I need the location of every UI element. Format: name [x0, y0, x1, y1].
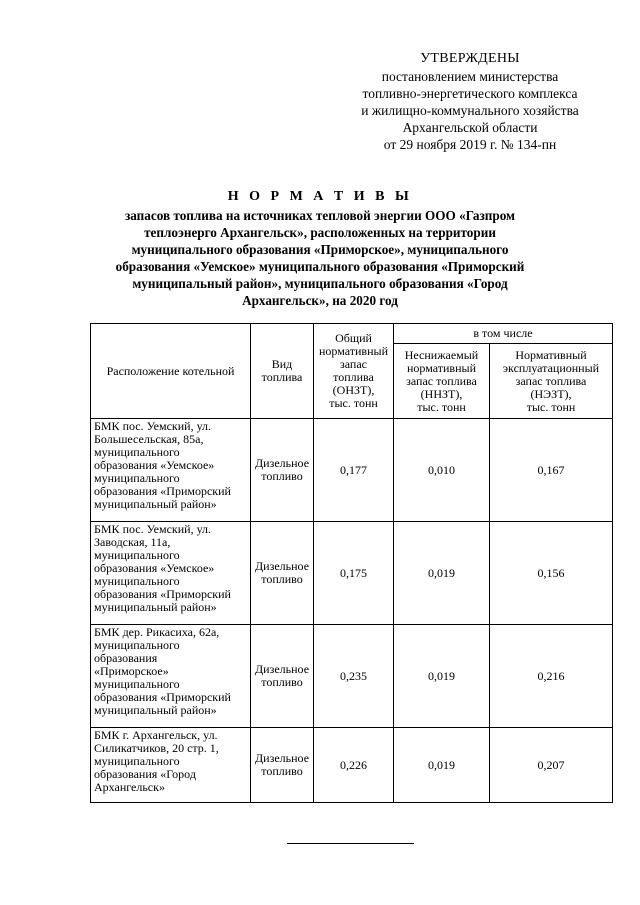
header-including: в том числе [394, 324, 613, 344]
normatives-table-wrapper [90, 323, 612, 803]
approval-line-5: от 29 ноября 2019 г. № 134-пн [383, 137, 557, 152]
table-row [91, 625, 613, 728]
onzt-cell: 0,175 [314, 522, 394, 625]
approval-block [330, 50, 610, 153]
nezt-cell: 0,207 [490, 728, 613, 803]
document-heading [100, 188, 540, 309]
heading-line-5: муниципальный район», муниципального образования «Город [132, 276, 508, 291]
header-location: Расположение котельной [91, 324, 251, 419]
approval-line-1: постановлением министерства [381, 69, 559, 84]
onzt-cell: 0,226 [314, 728, 394, 803]
fuel-type-cell: Дизельное топливо [251, 728, 314, 803]
heading-line-2: теплоэнерго Архангельск», расположенных на территории [144, 225, 496, 240]
nezt-cell: 0,167 [490, 419, 613, 522]
header-nnzt: Неснижаемый нормативный запас топлива (ННЗТ), тыс. тонн [394, 344, 490, 419]
header-nezt: Нормативный эксплуатационный запас топлива (НЭЗТ), тыс. тонн [490, 344, 613, 419]
table-row [91, 728, 613, 803]
table-row [91, 522, 613, 625]
nezt-cell: 0,156 [490, 522, 613, 625]
heading-line-4: образования «Уемское» муниципального образования «Приморский [115, 259, 525, 274]
nezt-cell: 0,216 [490, 625, 613, 728]
fuel-type-cell: Дизельное топливо [251, 522, 314, 625]
nnzt-cell: 0,019 [394, 625, 490, 728]
location-cell: БМК г. Архангельск, ул. Силикатчиков, 20 стр. 1, муниципального образования «Город Архангельск» [91, 728, 251, 803]
table-row [91, 419, 613, 522]
nnzt-cell: 0,019 [394, 522, 490, 625]
header-total-reserve: Общий нормативный запас топлива (ОНЗТ), тыс. тонн [314, 324, 394, 419]
normatives-table [90, 323, 613, 803]
onzt-cell: 0,177 [314, 419, 394, 522]
fuel-type-cell: Дизельное топливо [251, 419, 314, 522]
footer-separator-line [287, 843, 414, 844]
approval-line-3: и жилищно-коммунального хозяйства [361, 103, 579, 118]
nnzt-cell: 0,010 [394, 419, 490, 522]
fuel-type-cell: Дизельное топливо [251, 625, 314, 728]
heading-line-1: запасов топлива на источниках тепловой энергии ООО «Газпром [124, 208, 516, 223]
location-cell: БМК пос. Уемский, ул. Большесельская, 85а, муниципального образования «Уемское» муниципального образования «Приморский муниципальный район» [91, 419, 251, 522]
nnzt-cell: 0,019 [394, 728, 490, 803]
location-cell: БМК дер. Рикасиха, 62а, муниципального образования «Приморское» муниципального образования «Приморский муниципальный район» [91, 625, 251, 728]
onzt-cell: 0,235 [314, 625, 394, 728]
location-cell: БМК пос. Уемский, ул. Заводская, 11а, муниципального образования «Уемское» муниципального образования «Приморский муниципальный район» [91, 522, 251, 625]
heading-line-3: муниципального образования «Приморское», муниципального [131, 242, 509, 257]
approval-title: УТВЕРЖДЕНЫ [420, 51, 520, 66]
approval-line-4: Архангельской области [402, 120, 538, 135]
header-fuel-type: Вид топлива [251, 324, 314, 419]
document-title: Н О Р М А Т И В Ы [227, 189, 413, 204]
heading-line-6: Архангельск», на 2020 год [242, 293, 398, 308]
approval-line-2: топливно-энергетического комплекса [362, 86, 578, 101]
